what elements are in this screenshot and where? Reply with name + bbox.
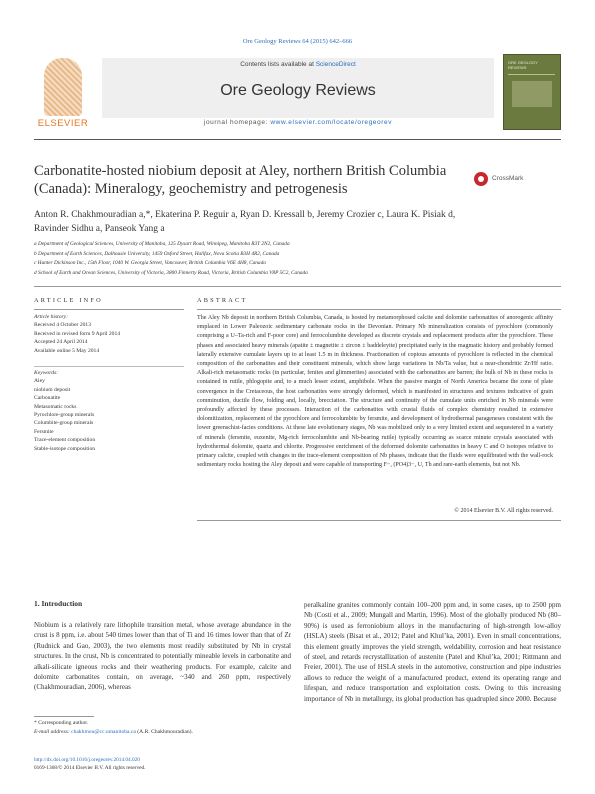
doi-link[interactable]: http://dx.doi.org/10.1016/j.oregeorev.2014.04.020 [34,757,140,763]
introduction-heading: 1. Introduction [34,599,83,608]
article-history [34,313,184,355]
affiliations [34,240,561,278]
abstract-end-divider [197,520,561,521]
keyword: Aley [34,378,45,385]
elsevier-wordmark: ELSEVIER [37,118,89,129]
email-suffix: (A.R. Chakhmouradian). [135,728,193,735]
author-list [34,209,561,236]
homepage-line [102,119,494,126]
email-link[interactable]: chakhmou@cc.umanitoba.ca [71,728,136,735]
history-accepted: Accepted 24 April 2014 [34,339,88,346]
abstract-text: The Aley Nb deposit in northern British Columbia, Canada, is hosted by metamorphosed calcite and dolomite carbonatites of anorogenic affinity emplaced in Lower Paleozoic sedimentary carbonate rocks in the Devonian. Primary Nb mineralization consists of pyrochlore (commonly comprising a U–Ta-rich and F-poor core) and ferrocolumbite developed as discrete crystals and replacement products after the pyrochlore. These phases and associated heavy minerals (apatite ± magnetite ± zircon ± baddeleyite) precipitated early in the magmatic history and probably formed laterally extensive cumulate layers up to at least 1.5 m in thickness. Fractionation of copious amounts of pyrochlore is reflected in the chemical composition of the carbonatites and their constituent minerals, which show large variations in Nb/Ta value, but a near-chondritic Zr/Hf ratio. Alkali-rich metasomatic rocks (in particular, fenites and glimmerites) associated with the carbonatites are barren; the bulk of Nb in these rocks is contained in rutile, phlogopite and, to a much lesser extent, amphibole. When the passive margin of North America became the zone of plate convergence in the Cretaceous, the host carbonatites were strongly deformed, which is manifested in structures and textures indicative of grain comminution, ductile flow, folding and, locally, brecciation. The structure and continuity of the cumulate units enriched in Nb minerals were profoundly affected by these processes. Interaction of the carbonatites with crustal fluids of complex chemistry resulted in extensive dolomitization, replacement of the pyrochlore and ferrocolumbite by fersmite, and development of hydrothermal parageneses consistent with the lower greenschist-facies conditions. At these late evolutionary stages, Nb was mobilized only to a very limited extent and sequestered in a variety of minerals (fersmite, euxenite, Mg-rich ferrocolumbite and Nb-bearing rutile) typically occurring as scarce minute crystals associated with hydrothermal dolomite, quartz and chlorite. Progressive enrichment of the deformed dolomite carbonatites in heavy C and O isotopes relative to primary calcite, coupled with changes in the trace-element composition of Nb phases, indicate that the fluids were equilibrated with the wall-rock sedimentary rocks hosting the Aley deposit and were capable of transporting F−, (PO4)3−, U, Th and rare-earth elements, but not Nb. [197,315,553,469]
abstract-heading: ABSTRACT [197,297,248,304]
keyword: Stable-isotope composition [34,445,96,452]
authors-line-1: Anton R. Chakhmouradian a,*, Ekaterina P. Reguir a, Ryan D. Kressall b, Jeremy Crozier c, Laura K. Pisiak d, [34,210,456,220]
introduction-left-column: Niobium is a relatively rare lithophile transition metal, whose average abundance in the crust is 8 ppm, i.e. about 540 times lower than that of Ti and 16 times lower than that of Zr (Rudnick and Gao, 2003), the two elements most readily substituted by Nb in crystal structures. In the crust, Nb is concentrated to potentially mineable levels in carbonatite and alkali-silicate igneous rocks and their weathering products. For example, calcite and dolomite carbonatites contain, on average, ~340 and 260 ppm, respectively (Chakhmouradian, 2006), whereas [34,621,291,692]
crossmark-label: CrossMark [492,175,524,182]
abstract-copyright: © 2014 Elsevier B.V. All rights reserved. [454,508,553,514]
affiliation-a: a Department of Geological Sciences, University of Manitoba, 125 Dysart Road, Winnipeg, Manitoba R3T 2N2, Canada [34,241,290,247]
homepage-link[interactable]: www.elsevier.com/locate/oregeorev [270,119,393,126]
history-heading: Article history: [34,314,69,320]
email-label: E-mail address: [34,728,72,735]
cover-image [512,81,552,107]
affiliation-divider [34,286,561,287]
keyword: Metasomatic rocks [34,403,77,410]
footnote-divider [34,716,94,717]
journal-cover [503,54,561,130]
contents-line [102,61,494,68]
history-online: Available online 5 May 2014 [34,347,100,354]
keyword: Trace-element composition [34,437,96,444]
abstract-divider [197,309,561,310]
keywords-divider [34,366,184,367]
journal-citation: Ore Geology Reviews 64 (2015) 642–666 [242,38,353,45]
keywords-heading: Keywords: [34,370,59,376]
keyword: Columbite-group minerals [34,420,94,427]
elsevier-logo [34,54,92,132]
affiliation-b: b Department of Earth Sciences, Dalhousie University, 1459 Oxford Street, Halifax, Nova Scotia B3H 4R2, Canada [34,250,280,257]
history-revised: Received in revised form 9 April 2014 [34,330,121,337]
corresponding-author-note: * Corresponding author. [34,720,89,726]
header-divider [34,139,561,140]
homepage-prefix: journal homepage: [203,119,271,126]
sciencedirect-link[interactable]: ScienceDirect [315,61,356,68]
history-received: Received 4 October 2013 [34,322,92,329]
affiliation-c: c Hunter Dickinson Inc., 15th Floor, 1040 W. Georgia Street, Vancouver, British Columbia V6E 4H8, Canada [34,260,266,266]
keyword: Pyrochlore-group minerals [34,412,95,419]
introduction-right-column: peralkaline granites commonly contain 100–200 ppm and, in some cases, up to 2500 ppm Nb (Costi et al., 2009; Mungall and Martin, 1996). Most of the globally produced Nb (80–90%) is used as ferroniobium alloys in the manufacturing of high-strength low-alloy (HSLA) steels (Bisat et al., 2012; Patel and Khul’ka, 2001). Even in small concentrations, this element greatly improves the yield strength, weldability, corrosion and heat resistance of steel, and retards recrystallization of austenite (Patel and Khul’ka, 2001; Rittmann and Freier, 2001). The use of HSLA steels in the automotive, construction and pipe industries allows to reduce the weight of a manufactured product, extend its operating range and lifespan, and reduce transportation and exploitation costs. Owing to this increasing importance of Nb in metallurgy, its global production has quadrupled since 2000. Because [304,601,561,703]
keyword: niobium deposit [34,386,71,393]
crossmark-icon [474,172,488,186]
article-title: Carbonatite-hosted niobium deposit at Aley, northern British Columbia (Canada): Mineralogy, geochemistry and petrogenesis [34,163,447,197]
elsevier-tree-icon [44,58,82,116]
keyword: Fersmite [34,428,54,435]
article-info-heading: ARTICLE INFO [34,297,103,304]
keywords [34,369,184,453]
contents-prefix: Contents lists available at [240,61,316,68]
footnote [34,719,291,736]
journal-title: Ore Geology Reviews [220,82,376,99]
issn-line: 0169-1368/© 2014 Elsevier B.V. All rights reserved. [34,765,146,771]
cover-title: ORE GEOLOGY REVIEWS [508,60,555,75]
email-line [34,728,291,737]
article-info-divider [34,309,184,310]
page-footer [34,756,291,772]
affiliation-d: d School of Earth and Ocean Sciences, University of Victoria, 3800 Finnerty Road, Victoria, British Columbia V8P 5C2, Canada [34,269,308,276]
keyword: Carbonatite [34,395,61,402]
crossmark-badge[interactable] [474,172,560,190]
authors-line-2: Ravinder Sidhu a, Panseok Yang a [34,223,165,234]
